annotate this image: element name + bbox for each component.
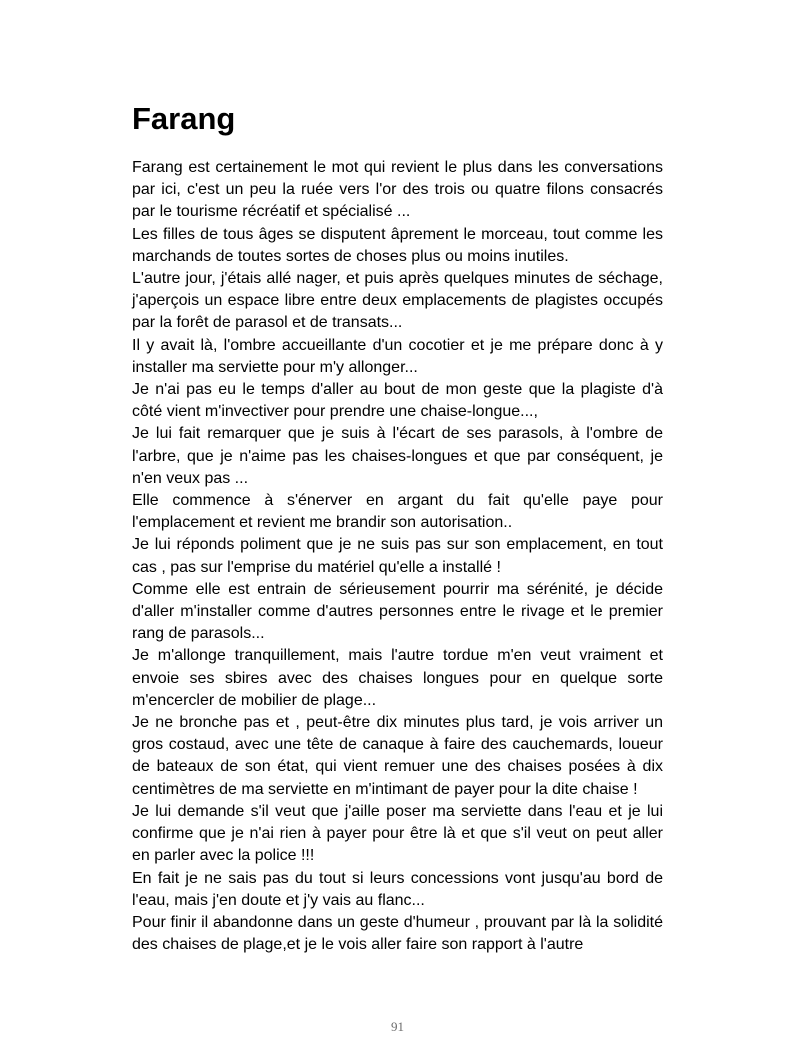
paragraph: Je lui fait remarquer que je suis à l'écart de ses parasols, à l'ombre de l'arbre, que je n'aime pas les chaises-longues et que par conséquent, je n'en veux pas ...	[132, 425, 663, 487]
paragraph: Je n'ai pas eu le temps d'aller au bout de mon geste que la plagiste d'à côté vient m'invectiver pour prendre une chaise-longue...,	[132, 381, 663, 421]
paragraph: Je lui demande s'il veut que j'aille poser ma serviette dans l'eau et je lui confirme que je n'ai rien à payer pour être là et que s'il veut on peut aller en parler avec la police !!!	[132, 802, 663, 865]
paragraph: Je lui réponds poliment que je ne suis pas sur son emplacement, en tout cas , pas sur l'emprise du matériel qu'elle a installé !	[132, 536, 663, 576]
paragraph: L'autre jour, j'étais allé nager, et puis après quelques minutes de séchage, j'aperçois un espace libre entre deux emplacements de plagistes occupés par la forêt de parasol et de transats...	[132, 270, 663, 332]
page-title: Farang	[132, 101, 236, 136]
paragraph: Elle commence à s'énerver en argant du fait qu'elle paye pour l'emplacement et revient me brandir son autorisation..	[132, 492, 663, 532]
page-number: 91	[391, 1019, 404, 1034]
paragraph: Il y avait là, l'ombre accueillante d'un cocotier et je me prépare donc à y installer ma serviette pour m'y allonger...	[132, 336, 663, 376]
paragraph: Les filles de tous âges se disputent âprement le morceau, tout comme les marchands de toutes sortes de choses plus ou moins inutiles.	[132, 225, 663, 265]
paragraph: Pour finir il abandonne dans un geste d'humeur , prouvant par là la solidité des chaises de plage,et je le vois aller faire son rapport à l'autre	[132, 913, 663, 954]
body-text	[132, 157, 663, 956]
paragraph: Comme elle est entrain de sérieusement pourrir ma sérénité, je décide d'aller m'installer comme d'autres personnes entre le rivage et le premier rang de parasols...	[132, 580, 663, 643]
paragraph: Je m'allonge tranquillement, mais l'autre tordue m'en veut vraiment et envoie ses sbires avec des chaises longues pour en quelque sorte m'encercler de mobilier de plage...	[132, 647, 663, 709]
paragraph: Je ne bronche pas et , peut-être dix minutes plus tard, je vois arriver un gros costaud, avec une tête de canaque à faire des cauchemards, loueur de bateaux de son état, qui vient remuer une des chaises posées à dix centimètres de ma serviette en m'intimant de payer pour la dite chaise !	[132, 714, 663, 798]
paragraph: En fait je ne sais pas du tout si leurs concessions vont jusqu'au bord de l'eau, mais j'en doute et j'y vais au flanc...	[132, 869, 663, 909]
paragraph: Farang est certainement le mot qui revient le plus dans les conversations par ici, c'est un peu la ruée vers l'or des trois ou quatre filons consacrés par le tourisme récréatif et spécialisé ...	[132, 159, 663, 221]
